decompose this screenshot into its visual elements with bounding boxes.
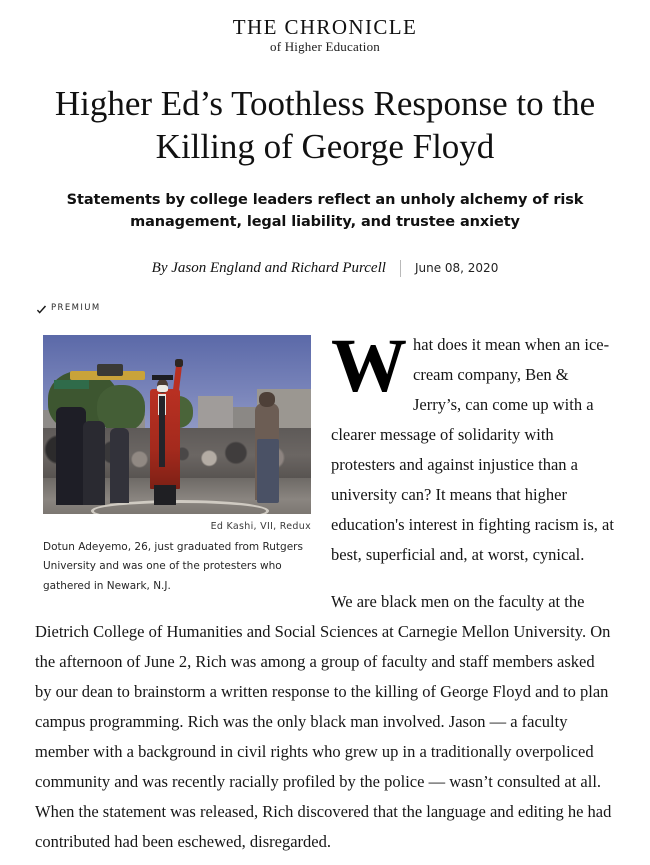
page-title: Higher Ed’s Toothless Response to the Killing of George Floyd	[54, 84, 596, 166]
byline-authors[interactable]: By Jason England and Richard Purcell	[151, 259, 386, 276]
photo-face-mask	[157, 385, 168, 392]
photo-legs	[154, 485, 175, 505]
article-deck: Statements by college leaders reflect an unholy alchemy of risk management, legal liability, and trustee anxiety	[66, 192, 584, 231]
article-figure	[43, 335, 311, 596]
photo-mortarboard	[152, 375, 173, 380]
photo-traffic-signal	[97, 364, 124, 377]
photo-stole	[159, 396, 165, 468]
photo-caption: Dotun Adeyemo, 26, just graduated from Rutgers University and was one of the protesters who gathered in Newark, N.J.	[43, 540, 303, 592]
photo-raised-fist	[175, 359, 184, 367]
byline	[35, 260, 615, 277]
article-body	[35, 323, 615, 857]
photo-street-sign	[54, 380, 89, 389]
photo-foreground-figure	[110, 428, 129, 503]
photo-credit: Ed Kashi, VII, Redux	[210, 520, 311, 532]
protest-photo	[43, 335, 311, 514]
byline-date: June 08, 2020	[414, 261, 499, 276]
photo-foreground-figure	[257, 439, 278, 503]
masthead-title: THE CHRONICLE	[232, 15, 418, 39]
premium-label: PREMIUM	[51, 303, 101, 314]
photo-foreground-figure	[259, 392, 275, 406]
status-badge	[36, 303, 615, 314]
drop-cap: W	[331, 323, 407, 408]
paragraph-1-text: hat does it mean when an ice-cream company, Ben & Jerry’s, can come up with a clearer message of solidarity with protesters and against injustice than a university can? It means that higher education's interest in fighting racism is, at best, superficial and, at worst, cynical.	[331, 334, 614, 565]
check-icon	[36, 303, 47, 314]
masthead-subtitle: of Higher Education	[270, 39, 380, 55]
paragraph-2: We are black men on the faculty at the Dietrich College of Humanities and Social Sciences at Carnegie Mellon University. On the afternoon of June 2, Rich was among a group of faculty and staff members asked by our dean to brainstorm a written response to the killing of George Floyd and to plan campus programming. Rich was the only black man involved. Jason — a faculty member with a background in civil rights who grew up in a traditionally overpoliced community and was recently racially profiled by the police — wasn’t consulted at all. When the statement was released, Rich discovered that the language and editing he had contributed had been eschewed, disregarded.	[35, 592, 612, 852]
photo-foreground-figure	[83, 421, 104, 505]
masthead[interactable]	[35, 0, 615, 55]
byline-divider	[400, 260, 401, 277]
photo-foreground-figure	[56, 407, 85, 505]
